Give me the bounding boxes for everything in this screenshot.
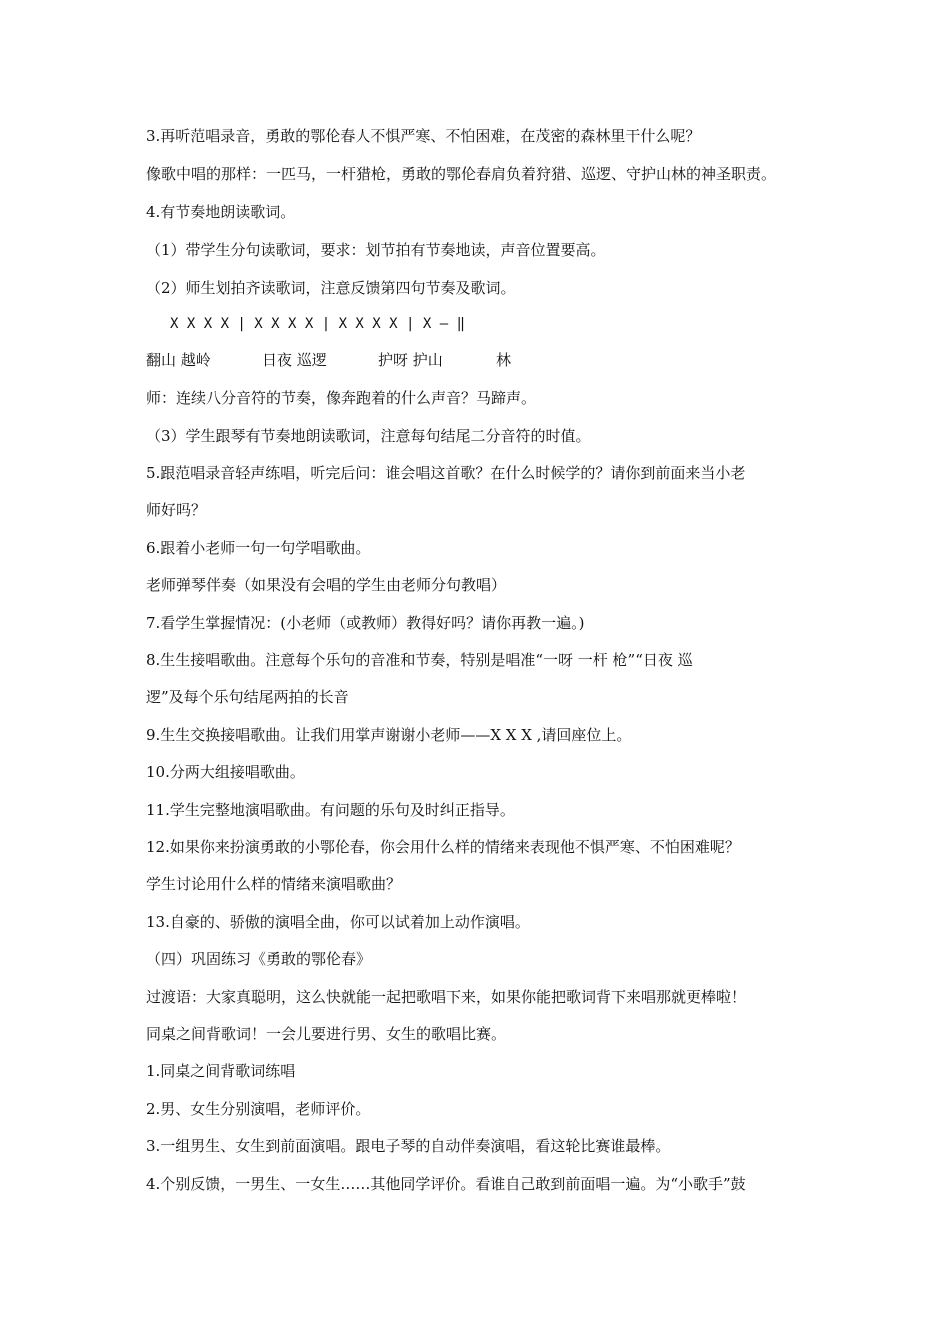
paragraph: 师：连续八分音符的节奏，像奔跑着的什么声音？马蹄声。 bbox=[146, 389, 537, 407]
rhythm-notation: X X X X | X X X X | X X X X | X — ‖ bbox=[170, 316, 466, 332]
paragraph: 像歌中唱的那样：一匹马，一杆猎枪，勇敢的鄂伦春肩负着狩猎、巡逻、守护山林的神圣职责。 bbox=[146, 165, 777, 183]
lyric-phrase: 护呀 护山 bbox=[378, 351, 443, 369]
paragraph: 逻”及每个乐句结尾两拍的长音 bbox=[146, 688, 349, 706]
paragraph: 过渡语：大家真聪明，这么快就能一起把歌唱下来，如果你能把歌词背下来唱那就更棒啦！ bbox=[146, 988, 747, 1006]
lyrics-row bbox=[146, 350, 566, 370]
paragraph: 老师弹琴伴奏（如果没有会唱的学生由老师分句教唱） bbox=[146, 576, 507, 594]
paragraph: 12.如果你来扮演勇敢的小鄂伦春，你会用什么样的情绪来表现他不惧严寒、不怕困难呢？ bbox=[146, 838, 740, 856]
section-heading: （四）巩固练习《勇敢的鄂伦春》 bbox=[146, 950, 372, 968]
paragraph: 2.男、女生分别演唱，老师评价。 bbox=[146, 1100, 371, 1118]
lyric-phrase: 日夜 巡逻 bbox=[262, 351, 327, 369]
paragraph: （3）学生跟琴有节奏地朗读歌词，注意每句结尾二分音符的时值。 bbox=[146, 427, 591, 445]
paragraph: 学生讨论用什么样的情绪来演唱歌曲？ bbox=[146, 875, 402, 893]
paragraph: 6.跟着小老师一句一句学唱歌曲。 bbox=[146, 539, 371, 557]
paragraph: 3.一组男生、女生到前面演唱。跟电子琴的自动伴奏演唱，看这轮比赛谁最棒。 bbox=[146, 1137, 671, 1155]
lyric-phrase: 翻山 越岭 bbox=[146, 351, 211, 369]
paragraph: 3.再听范唱录音，勇敢的鄂伦春人不惧严寒、不怕困难，在茂密的森林里干什么呢？ bbox=[146, 127, 701, 145]
paragraph: 师好吗？ bbox=[146, 501, 207, 519]
paragraph: 1.同桌之间背歌词练唱 bbox=[146, 1062, 296, 1080]
paragraph: （1）带学生分句读歌词，要求：划节拍有节奏地读，声音位置要高。 bbox=[146, 241, 606, 259]
lyric-phrase: 林 bbox=[496, 351, 512, 369]
paragraph: 同桌之间背歌词！一会儿要进行男、女生的歌唱比赛。 bbox=[146, 1025, 507, 1043]
paragraph: 4.有节奏地朗读歌词。 bbox=[146, 203, 296, 221]
paragraph: 9.生生交换接唱歌曲。让我们用掌声谢谢小老师——X X X ,请回座位上。 bbox=[146, 726, 632, 744]
paragraph: 11.学生完整地演唱歌曲。有问题的乐句及时纠正指导。 bbox=[146, 801, 515, 819]
paragraph: 13.自豪的、骄傲的演唱全曲，你可以试着加上动作演唱。 bbox=[146, 913, 530, 931]
paragraph: 10.分两大组接唱歌曲。 bbox=[146, 763, 305, 781]
paragraph: 4.个别反馈，一男生、一女生……其他同学评价。看谁自己敢到前面唱一遍。为“小歌手”鼓 bbox=[146, 1175, 746, 1193]
paragraph: 5.跟范唱录音轻声练唱，听完后问：谁会唱这首歌？在什么时候学的？请你到前面来当小老 bbox=[146, 464, 746, 482]
paragraph: 8.生生接唱歌曲。注意每个乐句的音准和节奏，特别是唱准“一呀 一杆 枪”“日夜 巡 bbox=[146, 651, 693, 669]
paragraph: 7.看学生掌握情况：(小老师（或教师）教得好吗？请你再教一遍。) bbox=[146, 614, 585, 632]
paragraph: （2）师生划拍齐读歌词，注意反馈第四句节奏及歌词。 bbox=[146, 279, 516, 297]
